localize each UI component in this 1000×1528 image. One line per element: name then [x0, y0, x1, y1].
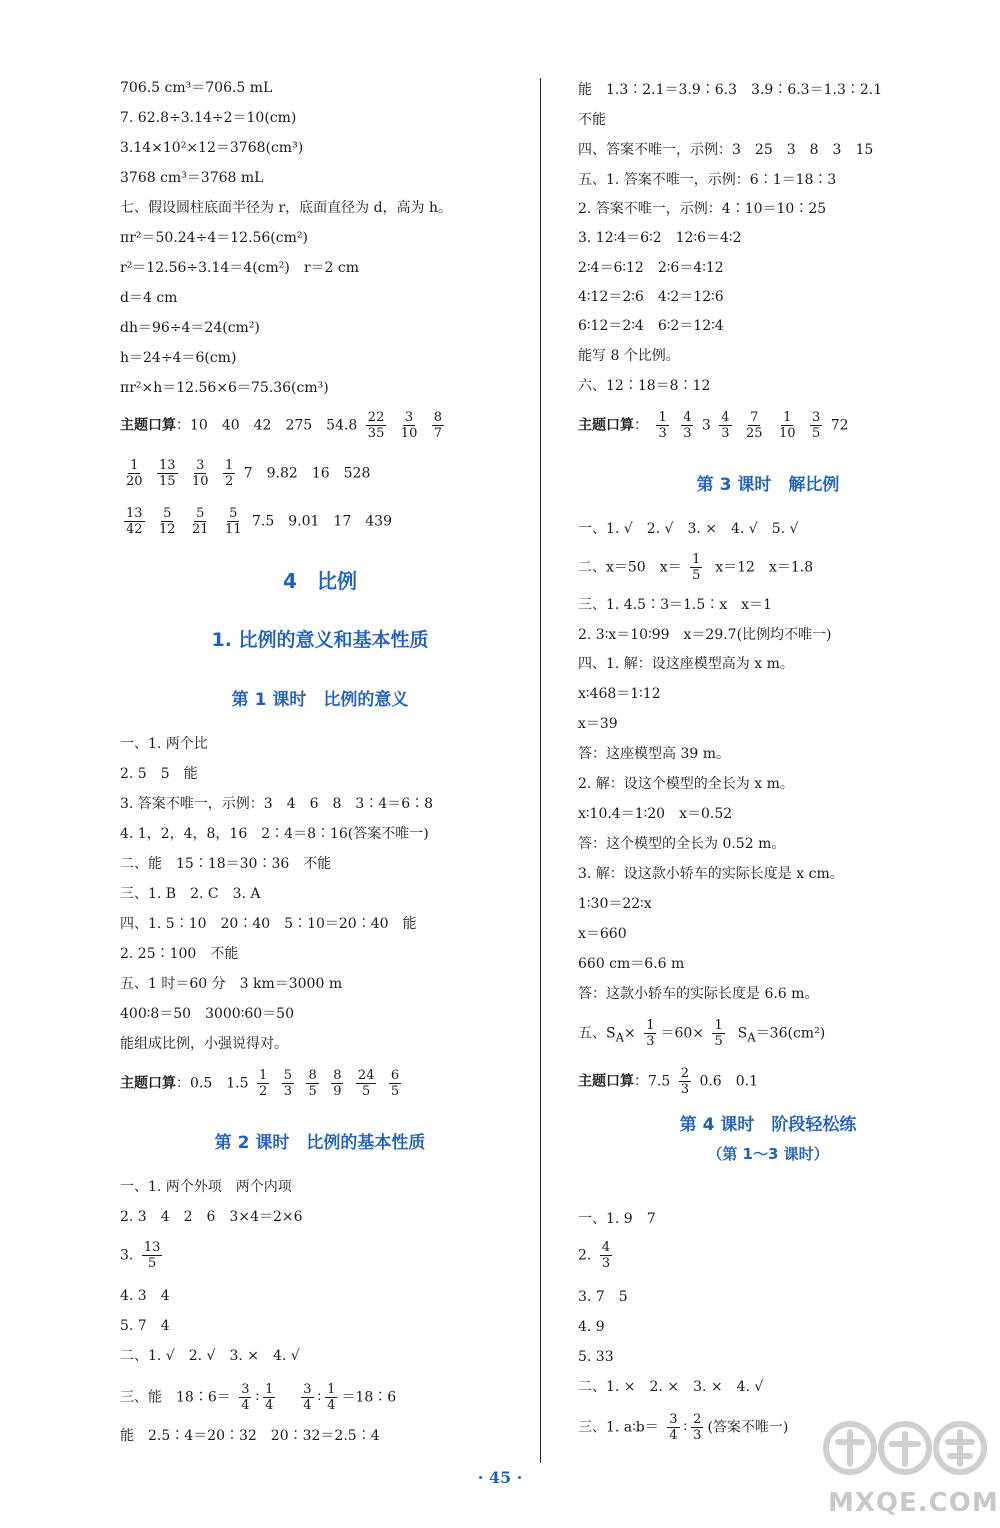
fraction: $\frac{22}{35}$ [367, 410, 385, 441]
text-line: 一、1. 两个外项 两个内项 [120, 1179, 292, 1195]
text-line: 3.14×10²×12＝3768(cm³) [120, 140, 304, 156]
chapter-title: 4 比例 [283, 569, 357, 593]
text-line: 2. 答案不唯一，示例：4∶10＝10∶25 [578, 201, 827, 217]
question-row [120, 1240, 166, 1271]
subscript: A [615, 1030, 625, 1045]
question-number: 3. [120, 1247, 134, 1264]
text-line: 4∶12＝2∶6 4∶2＝12∶6 [578, 289, 724, 305]
lesson-title: 第 2 课时 比例的基本性质 [214, 1133, 426, 1153]
fraction: $\frac{1}{4}$ [327, 1382, 336, 1413]
mental-math-values: 7.5 9.01 17 439 [252, 513, 392, 530]
text-line: 不能 [578, 112, 606, 128]
text-line: 能写 8 个比例。 [578, 348, 680, 364]
question-number: 2. [578, 1247, 592, 1264]
mental-math-row [120, 410, 448, 441]
fraction: $\frac{1}{5}$ [714, 1018, 723, 1049]
fraction: $\frac{4}{3}$ [683, 410, 692, 441]
lesson-title: 第 1 课时 比例的意义 [231, 690, 409, 710]
mental-math-label: 主题口算 [578, 417, 634, 434]
question-text: 二、x＝50 x＝ [578, 559, 682, 576]
fraction: $\frac{8}{5}$ [308, 1068, 317, 1099]
fraction: $\frac{1}{3}$ [658, 410, 667, 441]
text-line: 能 1.3∶2.1＝3.9∶6.3 3.9∶6.3＝1.3∶2.1 [578, 82, 883, 98]
mental-math-values: 7 9.82 16 528 [243, 465, 371, 482]
question-text: ＝36(cm²) [755, 1025, 826, 1042]
text-line: x＝39 [578, 716, 618, 732]
text-line: 2. 3 4 2 6 3×4＝2×6 [120, 1209, 303, 1225]
text-line: x∶10.4＝1∶20 x＝0.52 [578, 806, 733, 822]
fraction: $\frac{7}{25}$ [746, 410, 763, 441]
text-line: 660 cm＝6.6 m [578, 956, 685, 972]
text-line: 三、1. 4.5∶3＝1.5∶x x＝1 [578, 597, 772, 613]
fraction: $\frac{4}{3}$ [721, 410, 730, 441]
text-line: 能 2.5∶4＝20∶32 20∶32＝2.5∶4 [120, 1428, 380, 1444]
text-line: 5. 7 4 [120, 1318, 170, 1334]
text-line: 三、1. B 2. C 3. A [120, 886, 261, 902]
fraction: $\frac{13}{42}$ [126, 506, 143, 537]
text-line: 四、1. 解：设这座模型高为 x m。 [578, 656, 794, 672]
mental-math-label: 主题口算 [120, 417, 176, 434]
mental-math-row [120, 458, 370, 489]
fraction: $\frac{1}{20}$ [126, 458, 143, 489]
text-line: x＝660 [578, 926, 627, 942]
text-line: 4. 3 4 [120, 1288, 170, 1304]
text-line: 答：这座模型高 39 m。 [578, 746, 730, 762]
question-text: x＝12 x＝1.8 [715, 559, 814, 576]
lesson-subtitle: （第 1～3 课时） [707, 1145, 829, 1163]
fraction: $\frac{3}{5}$ [812, 410, 821, 441]
text-line: 二、1. √ 2. √ 3. × 4. √ [120, 1348, 300, 1364]
text-line: 一、1. √ 2. √ 3. × 4. √ 5. √ [578, 521, 799, 537]
fraction: $\frac{5}{21}$ [192, 506, 209, 537]
text-line: 五、1 时＝60 分 3 km＝3000 m [120, 976, 343, 992]
fraction: $\frac{3}{4}$ [303, 1382, 312, 1413]
text-line: 答：这款小轿车的实际长度是 6.6 m。 [578, 986, 819, 1002]
lesson-title: 第 4 课时 阶段轻松练 [679, 1115, 857, 1135]
text-line: 二、1. × 2. × 3. × 4. √ [578, 1379, 764, 1395]
text-line: 6∶12＝2∶4 6∶2＝12∶4 [578, 318, 724, 334]
fraction: $\frac{3}{10}$ [192, 458, 209, 489]
fraction: $\frac{1}{2}$ [258, 1068, 268, 1099]
text-line: 3. 7 5 [578, 1289, 628, 1305]
mental-math-values: ：7.5 [634, 1073, 671, 1090]
mental-math-label: 主题口算 [578, 1073, 634, 1090]
fraction: $\frac{5}{12}$ [159, 506, 176, 537]
text-line: 四、答案不唯一，示例：3 25 3 8 3 15 [578, 142, 874, 158]
question-text: 五、S [578, 1025, 616, 1042]
mental-math-values: ：10 40 42 275 54.8 [176, 417, 358, 434]
fraction: $\frac{5}{11}$ [225, 506, 242, 537]
subscript: A [747, 1030, 756, 1045]
text-line: 2. 3∶x＝10∶99 x＝29.7(比例均不唯一) [578, 627, 832, 643]
mental-math-values: 72 [830, 417, 849, 434]
column-divider [540, 78, 541, 1463]
mental-math-values: ：0.5 1.5 [176, 1075, 249, 1092]
fraction: $\frac{2}{3}$ [693, 1412, 702, 1443]
text-line: 5. 33 [578, 1349, 614, 1365]
text-line: 3. 解：设这款小轿车的实际长度是 x cm。 [578, 866, 844, 882]
text-line: 3. 12∶4＝6∶2 12∶6＝4∶2 [578, 230, 742, 246]
fraction: $\frac{2}{3}$ [680, 1066, 689, 1097]
text-line: 2∶4＝6∶12 2∶6＝4∶12 [578, 260, 724, 276]
fraction: $\frac{1}{4}$ [265, 1382, 274, 1413]
mental-math-row [120, 1068, 405, 1099]
fraction: $\frac{1}{10}$ [779, 410, 796, 441]
text-line: 1∶30＝22∶x [578, 896, 652, 912]
page-number: · 45 · [477, 1468, 523, 1487]
section-title: 1. 比例的意义和基本性质 [211, 629, 429, 651]
text-line: h＝24÷4＝6(cm) [120, 350, 237, 366]
fraction: $\frac{24}{5}$ [357, 1068, 375, 1099]
text-line: 3. 答案不唯一，示例：3 4 6 8 3∶4＝6∶8 [120, 796, 434, 812]
text-line: 4. 1，2，4，8，16 2∶4＝8∶16(答案不唯一) [120, 826, 429, 842]
watermark-text: MXQE.COM [828, 1488, 999, 1518]
mental-math-row: 主题口算： $\frac{1}{3}$ $\frac{4}{3}$ 3 $\frac{4}{3}$ $\frac{7}{25}$ $\frac{1}{10}$ $\frac{3}{5}$ 72 [578, 410, 849, 441]
mental-math-label: 主题口算 [120, 1075, 176, 1092]
text-line: dh＝96÷4＝24(cm²) [120, 320, 260, 336]
fraction: $\frac{1}{5}$ [692, 552, 701, 583]
question-row [578, 1412, 788, 1443]
fraction: $\frac{6}{5}$ [390, 1068, 400, 1099]
fraction: $\frac{8}{7}$ [433, 410, 443, 441]
fraction: $\frac{3}{4}$ [669, 1412, 678, 1443]
text-line: 一、1. 两个比 [120, 736, 208, 752]
text-line: 2. 25∶100 不能 [120, 946, 239, 962]
fraction: $\frac{5}{3}$ [283, 1068, 292, 1099]
text-line: πr²×h＝12.56×6＝75.36(cm³) [120, 380, 329, 396]
text-line: 2. 5 5 能 [120, 766, 198, 782]
text-line: 706.5 cm³＝706.5 mL [120, 80, 273, 96]
question-text: (答案不唯一) [707, 1419, 789, 1436]
text-line: d＝4 cm [120, 290, 178, 306]
text-line: 六、12∶18＝8∶12 [578, 378, 711, 394]
text-line: 七、假设圆柱底面半径为 r，底面直径为 d，高为 h。 [120, 200, 453, 216]
question-text: 三、1. a∶b＝ [578, 1419, 659, 1436]
question-text: ＝18∶6 [341, 1389, 397, 1406]
fraction: $\frac{4}{3}$ [601, 1240, 611, 1271]
question-row [578, 1018, 825, 1049]
colon: ∶ [683, 1419, 688, 1436]
question-row [578, 1240, 616, 1271]
mental-math-values: 0.6 0.1 [699, 1073, 758, 1090]
text-line: x∶468＝1∶12 [578, 686, 661, 702]
text-line: 2. 解：设这个模型的全长为 x m。 [578, 776, 794, 792]
colon: ∶ [317, 1389, 322, 1406]
text-line: 3768 cm³＝3768 mL [120, 170, 264, 186]
mental-math-row [120, 506, 392, 537]
text-line: 能组成比例，小强说得对。 [120, 1036, 288, 1052]
question-text: × [624, 1025, 636, 1042]
text-line: 二、能 15∶18＝30∶36 不能 [120, 856, 332, 872]
fraction: $\frac{3}{10}$ [400, 410, 418, 441]
fraction: $\frac{1}{2}$ [225, 458, 234, 489]
text-line: 四、1. 5∶10 20∶40 5∶10＝20∶40 能 [120, 916, 417, 932]
question-text: 三、能 18∶6＝ [120, 1389, 231, 1406]
fraction: $\frac{8}{9}$ [333, 1068, 342, 1099]
question-row [120, 1382, 396, 1413]
lesson-title: 第 3 课时 解比例 [696, 475, 840, 495]
text-line: 五、1. 答案不唯一，示例：6∶1＝18∶3 [578, 172, 837, 188]
text-line: πr²＝50.24÷4＝12.56(cm²) [120, 230, 308, 246]
question-text: ＝60× [660, 1025, 705, 1042]
fraction: $\frac{3}{4}$ [241, 1382, 250, 1413]
fraction: $\frac{1}{3}$ [646, 1018, 655, 1049]
text-line: 7. 62.8÷3.14÷2＝10(cm) [120, 110, 297, 126]
mental-math-row [578, 1066, 758, 1097]
fraction: $\frac{13}{5}$ [143, 1240, 161, 1271]
text-line: 一、1. 9 7 [578, 1211, 656, 1227]
question-text: S [737, 1025, 748, 1042]
colon: ∶ [255, 1389, 260, 1406]
text-line: 4. 9 [578, 1319, 605, 1335]
text-line: 400∶8＝50 3000∶60＝50 [120, 1006, 294, 1022]
question-row [578, 552, 813, 583]
text-line: r²＝12.56÷3.14＝4(cm²) r＝2 cm [120, 260, 360, 276]
mental-math-values: 3 [701, 417, 711, 434]
text-line: 答：这个模型的全长为 0.52 m。 [578, 836, 786, 852]
fraction: $\frac{13}{15}$ [159, 458, 176, 489]
